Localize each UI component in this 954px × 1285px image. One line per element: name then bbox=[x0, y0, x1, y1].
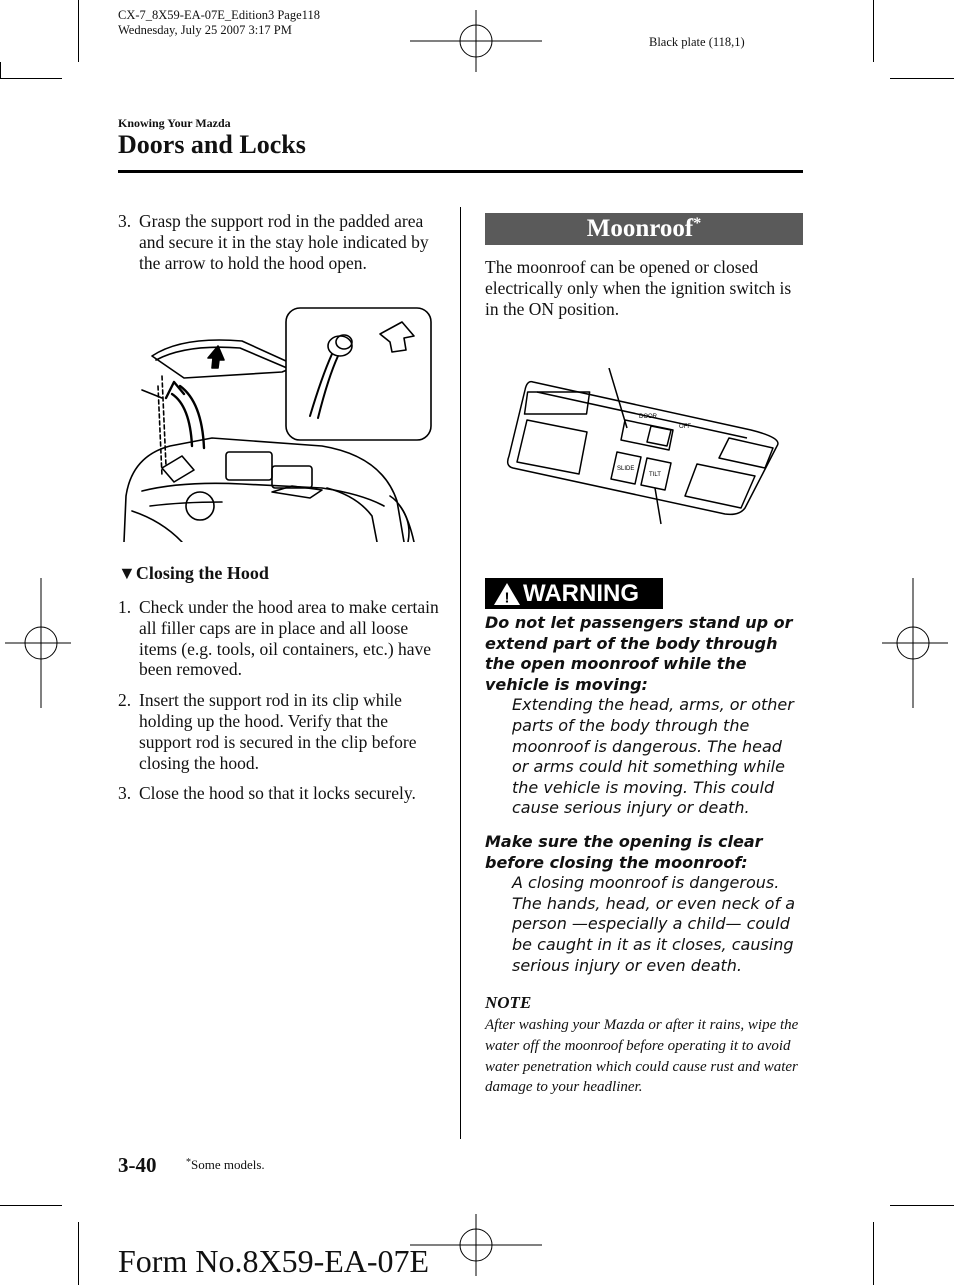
moonroof-title-bar bbox=[485, 213, 803, 245]
step-text: Close the hood so that it locks securely. bbox=[139, 783, 416, 804]
hood-support-illustration bbox=[122, 306, 434, 542]
triangle-marker-icon: ▼ bbox=[118, 563, 136, 583]
slide-label: SLIDE bbox=[617, 466, 635, 472]
moonroof-intro: The moonroof can be opened or closed electrically only when the ignition switch is in the ON position. bbox=[485, 257, 792, 319]
plate-label: Black plate (118,1) bbox=[649, 35, 745, 49]
warning-body: A closing moonroof is dangerous. The hands, head, or even neck of a person —especially a child— could be caught in it as it closes, causing serious injury or even death. bbox=[512, 873, 795, 975]
warning-heading: Make sure the opening is clear before closing the moonroof: bbox=[485, 831, 763, 872]
print-slug-line2: Wednesday, July 25 2007 3:17 PM bbox=[118, 23, 292, 37]
warning-badge bbox=[485, 578, 663, 609]
moonroof-title: Moonroof bbox=[586, 215, 694, 242]
moonroof-console-illustration bbox=[505, 368, 785, 528]
note-title: NOTE bbox=[485, 993, 532, 1012]
off-label: OFF bbox=[679, 424, 691, 430]
warning-label: WARNING bbox=[523, 580, 639, 607]
footnote bbox=[186, 1157, 265, 1173]
page-number: 3-40 bbox=[118, 1153, 157, 1177]
step-number: 3. bbox=[118, 783, 132, 804]
header-rule bbox=[118, 170, 803, 173]
tilt-label: TILT bbox=[649, 472, 661, 478]
print-slug-line1: CX-7_8X59-EA-07E_Edition3 Page118 bbox=[118, 8, 320, 22]
page-title: Doors and Locks bbox=[118, 130, 306, 159]
note-text: After washing your Mazda or after it rains, wipe the water off the moonroof before operating it to avoid water penetration which could cause rust and water damage to your headliner. bbox=[485, 1017, 799, 1096]
print-slug bbox=[118, 8, 320, 38]
warning-exclaim: ! bbox=[504, 589, 510, 606]
column-divider bbox=[460, 207, 461, 1139]
hood-step bbox=[118, 211, 438, 283]
footnote-text: Some models. bbox=[191, 1157, 265, 1172]
step-text: Grasp the support rod in the padded area and secure it in the stay hole indicated by the arrow to hold the hood open. bbox=[139, 211, 429, 273]
warning-heading: Do not let passengers stand up or extend part of the body through the open moonroof while the vehicle is moving: bbox=[485, 613, 793, 694]
closing-hood-heading-text: Closing the Hood bbox=[135, 563, 269, 583]
step-text: Insert the support rod in its clip while holding up the hood. Verify that the support rod is secured in the clip before closing the hood. bbox=[139, 690, 417, 773]
warning-triangle-icon bbox=[493, 582, 521, 606]
closing-hood-heading bbox=[118, 563, 269, 584]
door-label: DOOR bbox=[639, 414, 657, 420]
registration-mark-top bbox=[410, 10, 542, 72]
some-models-star: * bbox=[693, 215, 702, 232]
warning-body: Extending the head, arms, or other parts of the body through the moonroof is dangerous. The head or arms could hit something while the vehicle is moving. This could cause serious injury or death. bbox=[512, 695, 794, 818]
closing-steps bbox=[118, 597, 440, 814]
form-number: Form No.8X59-EA-07E bbox=[118, 1243, 430, 1279]
step-text: Check under the hood area to make certain all filler caps are in place and all loose items (e.g. tools, oil containers, etc.) have been removed. bbox=[139, 597, 439, 680]
section-label: Knowing Your Mazda bbox=[118, 116, 231, 130]
step-number: 1. bbox=[118, 597, 132, 617]
registration-mark-bottom bbox=[410, 1214, 542, 1276]
warning-block bbox=[485, 613, 803, 976]
step-number: 3. bbox=[118, 211, 132, 231]
footnote-star: * bbox=[186, 1157, 191, 1168]
registration-mark-left bbox=[5, 578, 71, 708]
registration-mark-right bbox=[882, 578, 948, 708]
step-number: 2. bbox=[118, 690, 132, 711]
